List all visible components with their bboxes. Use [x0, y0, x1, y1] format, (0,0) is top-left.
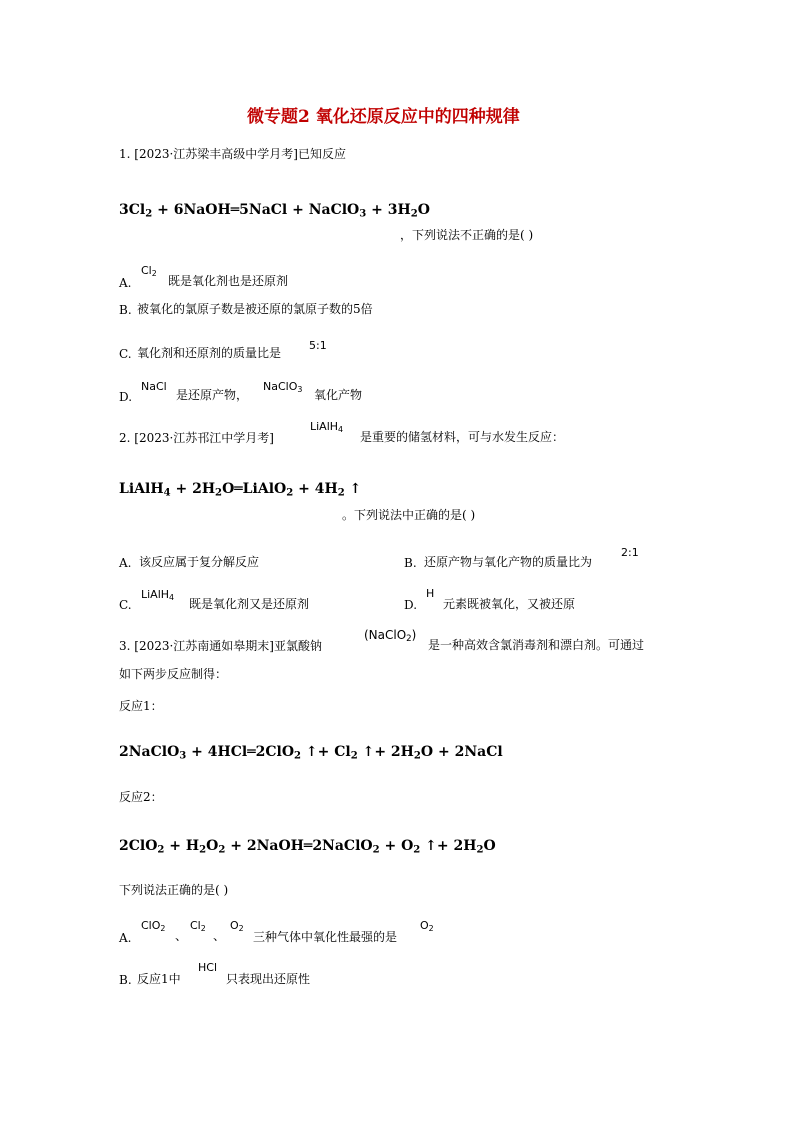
q2-option-a-label: A. [119, 556, 132, 570]
q3-prompt: 下列说法正确的是( ) [119, 883, 229, 897]
q1-option-d-text-1: 是还原产物， [176, 388, 249, 402]
q1-option-d-formula-2: NaClO$_3$ [263, 380, 303, 394]
q3-reaction1: 2NaClO$_3$ + 4HCl═2ClO$_2$ ↑+ $Cl_2$ ↑+ $2H_2O$ + 2NaCl [119, 744, 503, 762]
q1-option-a-text: 既是氧化剂也是还原剂 [168, 274, 289, 288]
q2-prompt: 。下列说法中正确的是( ) [342, 508, 476, 522]
q2-stem: 2. [2023·江苏邗江中学月考] [119, 431, 274, 445]
q3-option-a-label: A. [119, 931, 132, 945]
q3-reaction1-label: 反应1： [119, 699, 163, 713]
page-title: 微专题2 氧化还原反应中的四种规律 [247, 107, 520, 127]
q1-prompt: ，下列说法不正确的是( ) [400, 228, 534, 242]
q3-option-a-text: 三种气体中氧化性最强的是 [253, 930, 398, 944]
q3-option-b-text-2: 只表现出还原性 [226, 972, 311, 986]
q2-option-b-ratio: 2:1 [621, 546, 639, 559]
q3-option-b-label: B. [119, 973, 132, 987]
q1-option-a-formula: $Cl_2$ [141, 264, 157, 278]
q2-option-d-label: D. [404, 598, 418, 612]
q3-stem: 3. [2023·江苏南通如皋期末]亚氯酸钠 [119, 639, 322, 653]
q2-option-d-formula: H [426, 587, 435, 600]
q1-option-d-formula-1: NaCl [141, 380, 167, 393]
q3-stem-tail: 是一种高效含氯消毒剂和漂白剂。可通过 [428, 638, 645, 652]
q3-option-a-sep-1: 、 [175, 929, 188, 943]
q2-option-a-text: 该反应属于复分解反应 [139, 555, 260, 569]
q1-option-d-label: D. [119, 390, 133, 404]
q1-stem: 1. [2023·江苏梁丰高级中学月考]已知反应 [119, 147, 346, 161]
q2-option-b-text: 还原产物与氧化产物的质量比为 [424, 555, 593, 569]
q2-option-b-label: B. [404, 556, 417, 570]
q2-option-c-label: C. [119, 598, 132, 612]
q2-option-c-formula: LiAlH$_4$ [141, 588, 175, 602]
q1-option-d-text-2: 氧化产物 [314, 388, 363, 402]
q3-reaction2: $2ClO_2 + H_2O_2$ + 2NaOH═2NaClO$_2$ + $O_2$ ↑+ $2H_2O$ [119, 838, 496, 856]
q1-option-c-ratio: 5:1 [309, 339, 327, 352]
q3-option-a-formula-3: $O_2$ [230, 919, 244, 933]
q3-option-b-formula: HCl [198, 961, 218, 974]
q1-option-b-label: B. [119, 303, 132, 317]
q1-option-b-text: 被氧化的氯原子数是被还原的氯原子数的5倍 [137, 302, 373, 316]
q3-option-a-sep-2: 、 [213, 929, 226, 943]
q1-option-c-text: 氧化剂和还原剂的质量比是 [137, 346, 282, 360]
q3-reaction2-label: 反应2： [119, 790, 163, 804]
q2-stem-formula: LiAlH$_4$ [310, 420, 344, 434]
q3-option-a-formula-2: $Cl_2$ [190, 919, 206, 933]
q1-option-a-label: A. [119, 276, 132, 290]
q2-option-c-text: 既是氧化剂又是还原剂 [189, 597, 310, 611]
q3-option-a-formula-1: ClO$_2$ [141, 919, 166, 933]
q2-option-d-text: 元素既被氧化，又被还原 [443, 597, 576, 611]
q3-stem-formula: (NaClO$_2$) [364, 628, 417, 645]
q2-equation: LiAlH$_4$ + $2H_2O═LiAlO_2 + 4H_2$ ↑ [119, 481, 362, 499]
q1-option-c-label: C. [119, 347, 132, 361]
q3-stem-line2: 如下两步反应制得： [119, 667, 228, 681]
q2-stem-tail: 是重要的储氢材料，可与水发生反应： [360, 430, 565, 444]
q3-option-a-formula-4: $O_2$ [420, 919, 434, 933]
q1-equation: $3Cl_2$ + 6NaOH═5NaCl + NaClO$_3$ + $3H_2O$ [119, 202, 430, 220]
q3-option-b-text-1: 反应1中 [137, 972, 181, 986]
